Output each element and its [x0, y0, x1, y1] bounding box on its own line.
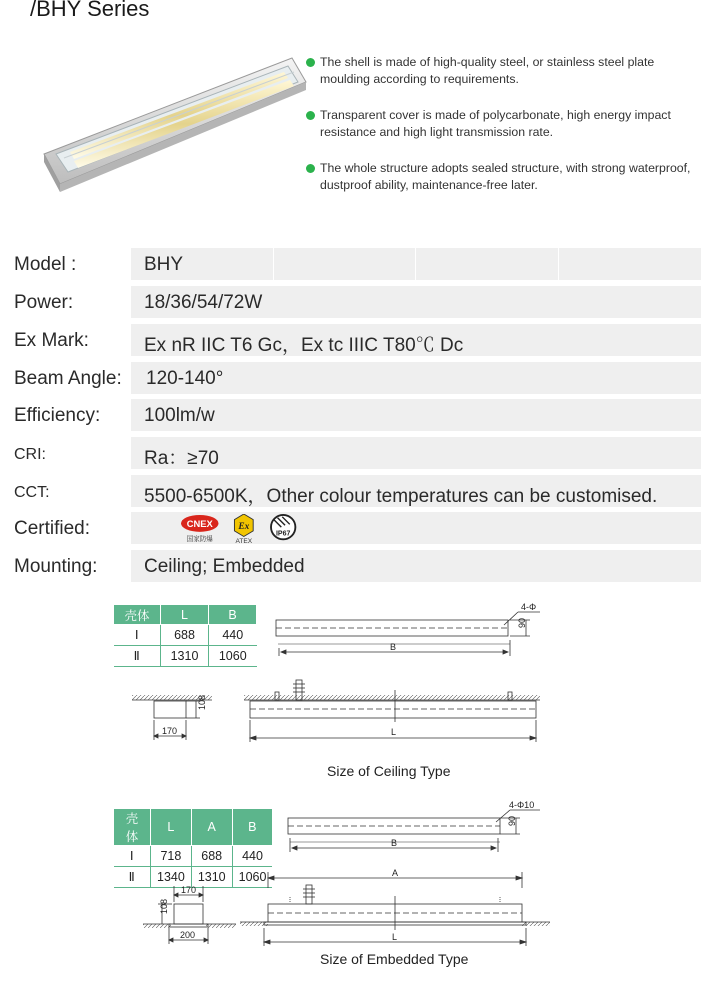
- table-cell: 1310: [191, 867, 232, 888]
- spec-label: CRI:: [14, 446, 46, 463]
- table-header: B: [232, 809, 272, 846]
- spec-label: Power:: [14, 292, 74, 313]
- spec-label: Model :: [14, 254, 77, 275]
- table-cell: 1060: [209, 646, 257, 667]
- ceiling-front-view: [244, 680, 540, 742]
- spec-value: BHY: [144, 254, 184, 275]
- svg-text:Ex: Ex: [238, 522, 250, 532]
- table-cell: 1060: [232, 867, 272, 888]
- table-header: 壳体: [114, 809, 151, 846]
- spec-label: Beam Angle:: [14, 368, 122, 389]
- table-cell: Ⅱ: [114, 867, 151, 888]
- embedded-top-view: [288, 800, 540, 852]
- ceiling-end-view: [132, 695, 212, 740]
- table-header: L: [151, 809, 192, 846]
- table-cell: Ⅰ: [114, 625, 161, 646]
- svg-text:200: 200: [180, 930, 196, 940]
- table-cell: 1310: [161, 646, 209, 667]
- spec-value: 5500-6500K，Other colour temperatures can be customised.: [144, 486, 658, 507]
- svg-text:108: 108: [197, 694, 207, 710]
- svg-text:IP67: IP67: [275, 530, 291, 538]
- embedded-front-view: [240, 868, 550, 946]
- svg-text:国家防爆: 国家防爆: [186, 535, 213, 544]
- spec-value: 120-140°: [146, 368, 224, 389]
- svg-text:B: B: [391, 838, 398, 848]
- svg-text:B: B: [390, 642, 397, 652]
- svg-text:90: 90: [517, 617, 527, 628]
- table-cell: 440: [232, 846, 272, 867]
- feature-item: The whole structure adopts sealed structure, with strong waterproof, dustproof ability, maintenance-free later.: [306, 160, 706, 194]
- spec-label: Efficiency:: [14, 405, 101, 426]
- table-header: A: [191, 809, 232, 846]
- spec-value: 100lm/w: [144, 405, 215, 426]
- svg-text:4-Φ10: 4-Φ10: [509, 800, 535, 810]
- embedded-end-view: [143, 885, 236, 944]
- spec-value: 18/36/54/72W: [144, 292, 263, 313]
- table-header: L: [161, 605, 209, 625]
- feature-item: The shell is made of high-quality steel, or stainless steel plate moulding according to requirements.: [306, 54, 706, 88]
- table-cell: 440: [209, 625, 257, 646]
- spec-label: Mounting:: [14, 556, 98, 577]
- svg-text:L: L: [392, 932, 398, 942]
- svg-text:4-Φ: 4-Φ: [521, 602, 537, 612]
- feature-item: Transparent cover is made of polycarbonate, high energy impact resistance and high light transmission rate.: [306, 107, 706, 141]
- table-cell: 1340: [151, 867, 192, 888]
- spec-label: Certified:: [14, 518, 91, 539]
- svg-text:170: 170: [181, 885, 197, 895]
- svg-text:L: L: [391, 727, 397, 737]
- table-cell: 688: [161, 625, 209, 646]
- spec-value: Ceiling; Embedded: [144, 556, 305, 577]
- svg-text:A: A: [392, 868, 399, 878]
- embedded-caption: Size of Embedded Type: [320, 951, 469, 967]
- series-title: /BHY Series: [30, 0, 150, 21]
- ceiling-caption: Size of Ceiling Type: [327, 763, 451, 779]
- spec-value: Ra：≥70: [144, 448, 219, 469]
- spec-label: CCT:: [14, 484, 50, 501]
- table-cell: Ⅰ: [114, 846, 151, 867]
- spec-label: Ex Mark:: [14, 330, 89, 351]
- svg-text:90: 90: [507, 815, 517, 826]
- ceiling-top-view: [276, 602, 540, 656]
- svg-text:CNEX: CNEX: [186, 519, 213, 530]
- table-cell: 688: [191, 846, 232, 867]
- svg-text:170: 170: [162, 726, 178, 736]
- svg-text:108: 108: [159, 898, 169, 914]
- table-cell: Ⅱ: [114, 646, 161, 667]
- table-header: B: [209, 605, 257, 625]
- spec-value: Ex nR IIC T6 Gc，Ex tc IIIC T80℃ Dc: [144, 335, 464, 356]
- svg-text:ATEX: ATEX: [235, 538, 253, 544]
- table-cell: 718: [151, 846, 192, 867]
- table-header: 壳体: [114, 605, 161, 625]
